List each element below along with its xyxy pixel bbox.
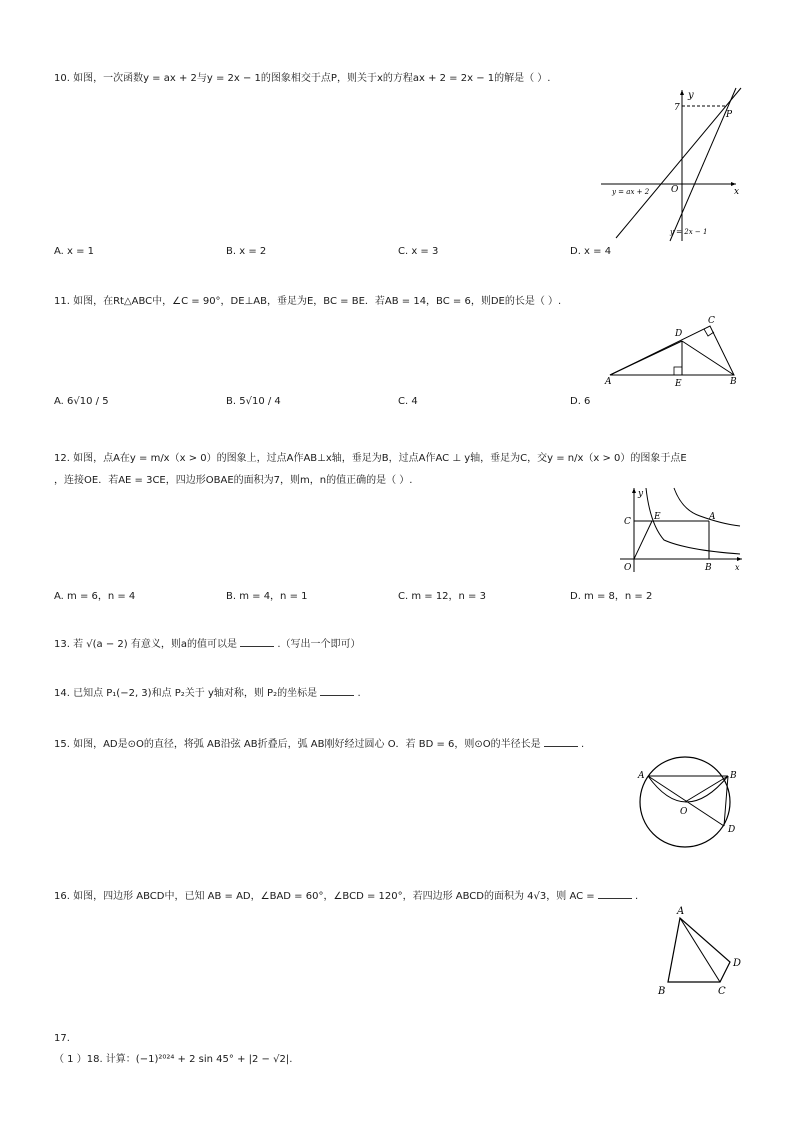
q12-option-c[interactable]: C. m = 12，n = 3 [398, 591, 486, 602]
q16-figure [650, 902, 750, 998]
q11-label-d: D [675, 329, 683, 339]
q15-label-a: A [638, 771, 645, 781]
q11-label-c: C [708, 316, 715, 326]
q16-answer-blank[interactable] [598, 888, 632, 899]
q11-option-c[interactable]: C. 4 [398, 396, 418, 407]
q16-label-c: C [718, 986, 726, 997]
q16-label-d: D [733, 958, 742, 969]
q14-text-a: 14. 已知点 P₁(−2, 3)和点 P₂关于 y轴对称，则 P₂的坐标是 [54, 688, 318, 699]
q15-label-o: O [680, 807, 688, 817]
q16-text-b: . [635, 891, 639, 902]
q15-text-a: 15. 如图，AD是⊙O的直径，将弧 AB沿弦 AB折叠后，弧 AB刚好经过圆心 O．若 BD = 6，则⊙O的半径长是 [54, 739, 541, 750]
q13-text-a: 13. 若 √(a − 2) 有意义，则a的值可以是 [54, 639, 237, 650]
q13-answer-blank[interactable] [240, 636, 274, 647]
q16-label-b: B [658, 986, 666, 997]
q10-seven-label: 7 [674, 103, 680, 113]
q11-option-d[interactable]: D. 6 [570, 396, 591, 407]
q11-option-a[interactable]: A. 6√10 / 5 [54, 396, 109, 407]
q11-option-b[interactable]: B. 5√10 / 4 [226, 396, 281, 407]
q12-text-line2: ，连接OE．若AE = 3CE，四边形OBAE的面积为7，则m，n的值正确的是（ ）. [54, 475, 413, 486]
q15-figure [630, 752, 748, 852]
q10-option-d[interactable]: D. x = 4 [570, 246, 612, 257]
q15-line [54, 736, 584, 752]
q12-option-a[interactable]: A. m = 6，n = 4 [54, 591, 136, 602]
q15-folded-arc [648, 776, 728, 802]
q12-label-e: E [654, 512, 661, 522]
q16-quadrilateral [668, 918, 730, 982]
q14-line [54, 685, 361, 701]
q11-label-b: B [730, 377, 737, 387]
q11-label-e: E [675, 379, 682, 389]
q11-triangle [610, 326, 734, 375]
q12-label-y: y [638, 489, 644, 499]
q10-x-label: x [734, 187, 740, 197]
q10-line2-label: y = 2x − 1 [670, 228, 708, 236]
q12-label-b: B [705, 563, 712, 573]
q12-option-b[interactable]: B. m = 4，n = 1 [226, 591, 308, 602]
q16-line [54, 888, 638, 904]
q10-p-label: P [726, 110, 733, 120]
q12-curve-m [674, 488, 740, 526]
q17-subquestion: （ 1 ）18. 计算：(−1)²⁰²⁴ + 2 sin 45° + |2 − √2|. [54, 1054, 293, 1065]
q17-number: 17. [54, 1033, 70, 1044]
q15-label-d: D [728, 825, 736, 835]
q11-label-a: A [605, 377, 612, 387]
q12-text-line1: 12. 如图，点A在y = m/x（x > 0）的图象上，过点A作AB⊥x轴，垂足为B，过点A作AC ⊥ y轴，垂足为C，交y = n/x（x > 0）的图象于点E [54, 453, 687, 464]
q16-text-a: 16. 如图，四边形 ABCD中，已知 AB = AD，∠BAD = 60°，∠BCD = 120°，若四边形 ABCD的面积为 4√3，则 AC = [54, 891, 595, 902]
q10-o-label: O [671, 185, 679, 195]
q15-text-b: . [581, 739, 585, 750]
q10-option-b[interactable]: B. x = 2 [226, 246, 267, 257]
q14-answer-blank[interactable] [320, 685, 354, 696]
q11-text: 11. 如图，在Rt△ABC中，∠C = 90°，DE⊥AB，垂足为E，BC = BE．若AB = 14，BC = 6，则DE的长是（ ）. [54, 296, 562, 307]
q12-label-a: A [709, 512, 716, 522]
q11-figure [600, 314, 750, 389]
q12-option-d[interactable]: D. m = 8，n = 2 [570, 591, 653, 602]
q10-option-a[interactable]: A. x = 1 [54, 246, 95, 257]
q10-option-c[interactable]: C. x = 3 [398, 246, 439, 257]
q15-answer-blank[interactable] [544, 736, 578, 747]
q10-y-label: y [688, 90, 694, 101]
q12-label-o: O [624, 563, 632, 573]
q12-label-x: x [735, 563, 740, 572]
q12-figure [616, 484, 746, 576]
q13-line [54, 636, 361, 652]
q10-text: 10. 如图，一次函数y = ax + 2与y = 2x − 1的图象相交于点P，则关于x的方程ax + 2 = 2x − 1的解是（ ）. [54, 73, 551, 84]
q10-line1-label: y = ax + 2 [612, 188, 650, 196]
q12-label-c: C [624, 517, 631, 527]
q16-label-a: A [677, 906, 685, 917]
q13-text-b: .（写出一个即可） [277, 639, 361, 650]
q10-figure [596, 86, 746, 246]
q14-text-b: . [357, 688, 361, 699]
q15-label-b: B [730, 771, 737, 781]
